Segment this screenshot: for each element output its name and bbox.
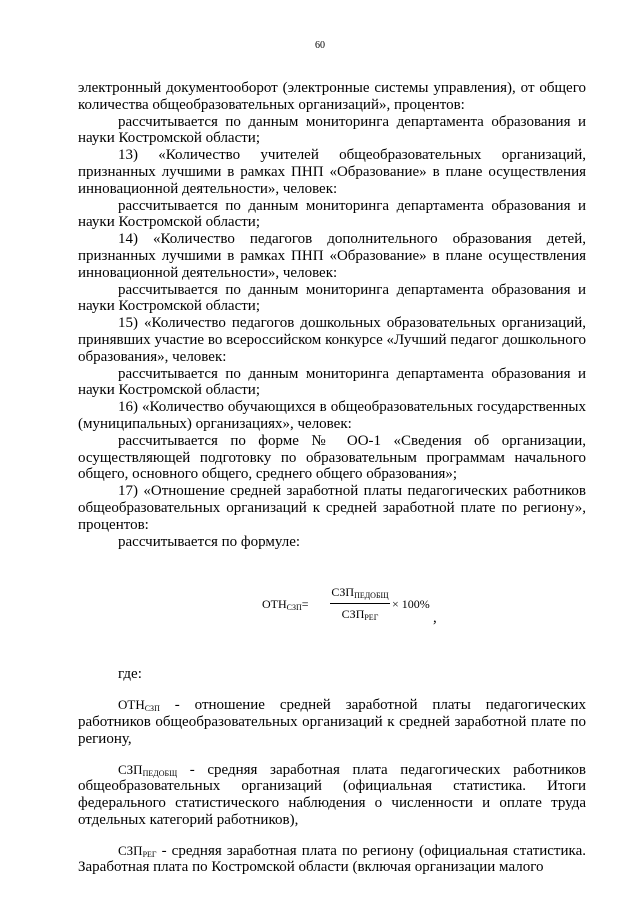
formula-fraction [330, 584, 390, 623]
paragraph: 13) «Количество учителей общеобразовательных организаций, признанных лучшими в рамках ПНП «Образование» в плане осуществления инновационной деятельности», человек: [78, 147, 586, 197]
definition-symbol-text: ОТН [118, 697, 145, 713]
formula-denominator-symbol: СЗП [341, 607, 365, 622]
paragraph: 17) «Отношение средней заработной платы педагогических работников общеобразовательных организаций к средней заработной плате по региону», процентов: [78, 483, 586, 533]
formula-lhs [262, 596, 309, 613]
definition-item [78, 762, 586, 829]
where-label: где: [118, 666, 142, 683]
formula [78, 584, 586, 644]
formula-numerator [330, 584, 390, 604]
definition-symbol [118, 762, 177, 777]
formula-lhs-symbol: ОТН [262, 597, 287, 612]
formula-comma: , [433, 610, 437, 627]
definition-symbol-text: СЗП [118, 761, 143, 777]
formula-numerator-symbol: СЗП [331, 585, 355, 600]
formula-denominator-subscript: РЕГ [364, 613, 379, 623]
definition-symbol [118, 843, 157, 858]
formula-denominator [330, 604, 390, 623]
paragraph: рассчитывается по данным мониторинга департамента образования и науки Костромской области; [78, 281, 586, 315]
formula-numerator-subscript: ПЕДОБЩ [354, 591, 389, 601]
paragraph: рассчитывается по формуле: [118, 533, 301, 550]
formula-lhs-subscript: СЗП [286, 603, 302, 613]
definition-symbol-text: СЗП [118, 842, 143, 858]
definition-text: - отношение средней заработной платы педагогических работников общеобразовательных организаций к средней заработной плате по региону, [78, 697, 586, 747]
document-body [78, 80, 586, 876]
definition-symbol-subscript: РЕГ [142, 849, 157, 859]
definition-text: - средняя заработная плата педагогических работников общеобразовательных организаций (официальная статистика. Итоги федерального статистического наблюдения о численности и оплате труда отдельных категорий работников), [78, 761, 586, 828]
page-number: 60 [315, 40, 325, 51]
definition-symbol-subscript: СЗП [144, 704, 160, 714]
paragraph: рассчитывается по данным мониторинга департамента образования и науки Костромской области; [78, 365, 586, 399]
paragraph: электронный документооборот (электронные системы управления), от общего количества общеобразовательных организаций», процентов: [78, 80, 586, 113]
paragraph: 16) «Количество обучающихся в общеобразовательных государственных (муниципальных) организациях», человек: [78, 399, 586, 432]
definition-item [78, 697, 586, 747]
formula-equals: = [301, 597, 309, 612]
formula-multiplier: × 100% [392, 597, 430, 612]
paragraph: рассчитывается по данным мониторинга департамента образования и науки Костромской области; [78, 113, 586, 147]
paragraph: 15) «Количество педагогов дошкольных образовательных организаций, принявших участие во всероссийском конкурсе «Лучший педагог дошкольного образования», человек: [78, 315, 586, 365]
paragraph: рассчитывается по форме № ОО-1 «Сведения об организации, осуществляющей подготовку по образовательным программам начального общего, основного общего, среднего общего образования»; [78, 432, 586, 483]
paragraph: рассчитывается по данным мониторинга департамента образования и науки Костромской области; [78, 197, 586, 231]
definition-symbol [118, 697, 160, 712]
paragraph: 14) «Количество педагогов дополнительного образования детей, признанных лучшими в рамках ПНП «Образование» в плане осуществления инновационной деятельности», человек: [78, 231, 586, 281]
definition-symbol-subscript: ПЕДОБЩ [142, 768, 178, 778]
definition-text: - средняя заработная плата по региону (официальная статистика. Заработная плата по Костромской области (включая организации малого [78, 842, 586, 876]
definition-item [78, 843, 586, 877]
